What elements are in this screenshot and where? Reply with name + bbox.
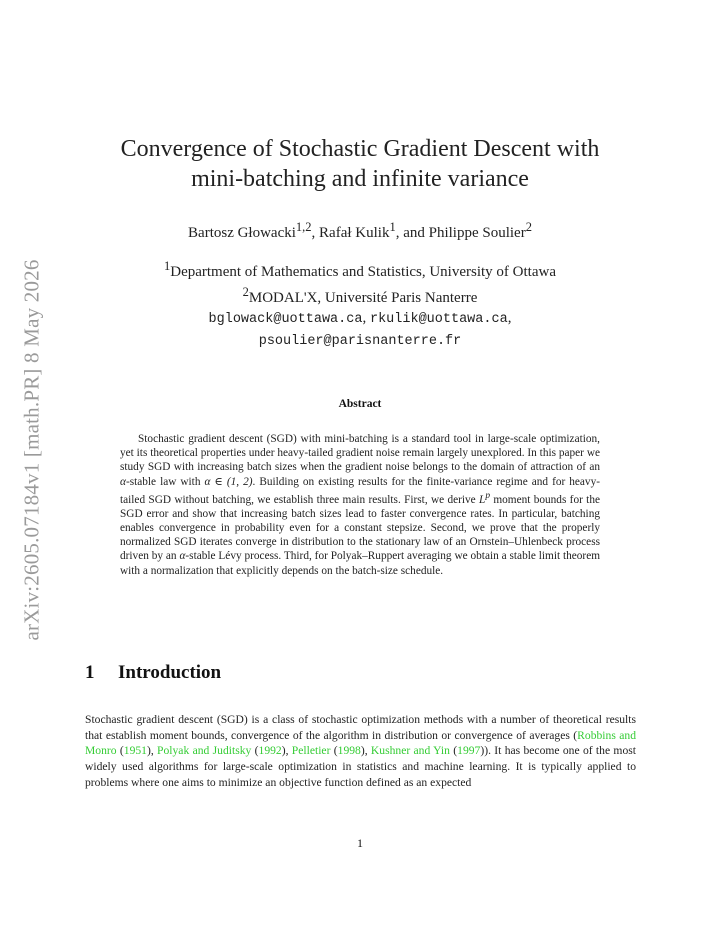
section-number: 1 xyxy=(85,662,95,683)
citation-link[interactable]: Kushner and Yin xyxy=(370,744,450,758)
affiliation-marker: 2 xyxy=(242,285,249,299)
citation-link[interactable]: Polyak and Juditsky xyxy=(157,744,252,758)
affiliation-marker: 1 xyxy=(164,259,171,273)
citation-year-link[interactable]: 1997 xyxy=(457,744,481,758)
abstract-math: α ∈ (1, 2) xyxy=(204,475,253,488)
body-text: ( xyxy=(449,744,458,758)
arxiv-sidebar-stamp xyxy=(12,250,52,650)
email-link[interactable]: bglowack@uottawa.ca xyxy=(208,312,363,327)
title-line-2: mini-batching and infinite variance xyxy=(191,166,529,192)
abstract-text: moment bounds for the SGD error and show that increasing batch sizes lead to faster convergence rates. In particular, batching enables convergence in probability even for a constant stepsize. Second, we prove that the properly normalized SGD iterates converge in distribution to the stationary law of an Ornstein–Uhlenbeck process driven by an xyxy=(120,493,600,563)
body-text: ), xyxy=(146,744,158,758)
citation-year-link[interactable]: 1951 xyxy=(123,744,147,758)
section-heading xyxy=(85,662,221,684)
email-link[interactable]: rkulik@uottawa.ca xyxy=(369,312,508,327)
title-line-1: Convergence of Stochastic Gradient Descent with xyxy=(120,136,600,162)
body-text: Stochastic gradient descent (SGD) is a class of stochastic optimization methods with a number of theoretical results that establish moment bounds, convergence of the algorithm in distribution or convergence of averages ( xyxy=(85,713,636,742)
abstract-math: p xyxy=(485,490,491,501)
affiliation-text: MODAL'X, Université Paris Nanterre xyxy=(248,290,478,306)
email-line-1: bglowack@uottawa.ca, rkulik@uottawa.ca, xyxy=(208,310,512,327)
abstract-text: . Building on existing results for the finite-variance regime and for heavy-tailed SGD without batching, we establish three main results. First, we derive xyxy=(120,475,600,506)
page-number: 1 xyxy=(357,836,363,850)
abstract-text: -stable Lévy process. Third, for Polyak–Ruppert averaging we obtain a stable limit theorem with a normalization that explicitly depends on the batch-size schedule. xyxy=(120,550,600,577)
citation-year-link[interactable]: 1998 xyxy=(337,744,361,758)
body-text: ( xyxy=(330,744,338,758)
abstract-heading: Abstract xyxy=(338,398,382,410)
abstract-math: α xyxy=(179,550,186,563)
author-name: Bartosz Głowacki xyxy=(188,225,296,241)
body-text: ), xyxy=(281,744,292,758)
body-text: ) xyxy=(480,744,485,758)
author-name: Rafał Kulik xyxy=(319,225,390,241)
citation-link[interactable]: Robbins and Monro xyxy=(85,728,636,758)
author-affiliation-marker: 1,2 xyxy=(295,220,312,234)
author-separator: , xyxy=(311,225,320,241)
paper-title xyxy=(85,134,635,194)
citation-link[interactable]: Pelletier xyxy=(291,744,331,758)
affiliations-block xyxy=(85,256,635,352)
abstract-body xyxy=(120,432,600,578)
affiliation-1 xyxy=(85,256,635,282)
citation-year-link[interactable]: 1992 xyxy=(258,744,282,758)
email-line-2 xyxy=(85,330,635,352)
author-affiliation-marker: 1 xyxy=(389,220,396,234)
author-name: Philippe Soulier xyxy=(428,225,526,241)
author-affiliation-marker: 2 xyxy=(525,220,532,234)
section-title: Introduction xyxy=(118,662,222,683)
author-separator: , and xyxy=(395,225,429,241)
body-text: ( xyxy=(251,744,259,758)
affiliation-2 xyxy=(85,282,635,308)
abstract-math: α xyxy=(120,475,126,488)
abstract-math: L xyxy=(479,493,486,506)
email-link[interactable]: psoulier@parisnanterre.fr xyxy=(258,334,462,349)
introduction-paragraph xyxy=(85,712,636,791)
body-text: ), xyxy=(360,744,371,758)
body-text: ). It has become one of the most widely used algorithms for large-scale optimization in statistics and machine learning. It is typically applied to problems where one aims to minimize an objective function defined as an expected xyxy=(85,744,636,789)
abstract-text: Stochastic gradient descent (SGD) with mini-batching is a standard tool in large-scale optimization, yet its theoretical properties under heavy-tailed gradient noise remain largely unexplored. In this paper we study SGD with increasing batch sizes when the gradient noise belongs to the domain of attraction of an xyxy=(120,433,600,474)
body-text: ( xyxy=(116,744,124,758)
author-list xyxy=(85,220,635,242)
affiliation-text: Department of Mathematics and Statistics, University of Ottawa xyxy=(170,264,556,280)
abstract-text: -stable law with xyxy=(125,475,205,488)
arxiv-identifier: arXiv:2605.07184v1 [math.PR] 8 May 2026 xyxy=(19,259,44,641)
